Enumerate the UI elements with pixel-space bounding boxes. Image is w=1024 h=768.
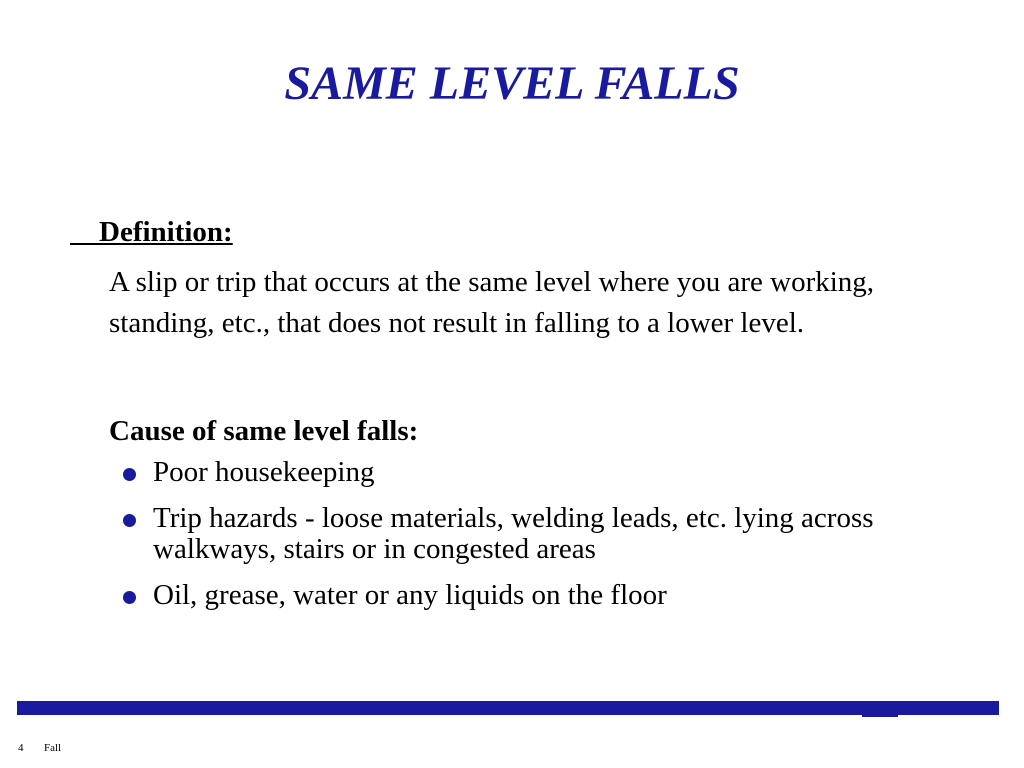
page-number: 4: [18, 742, 24, 754]
cause-list: [109, 457, 929, 626]
cause-heading: Cause of same level falls:: [109, 415, 419, 447]
footer-divider-notch: [862, 714, 898, 717]
list-item: [109, 580, 929, 611]
list-item-text: Trip hazards - loose materials, welding leads, etc. lying across walkways, stairs or in congested areas: [153, 502, 874, 565]
bullet-icon: [123, 468, 136, 481]
list-item: [109, 457, 929, 488]
list-item-text: Poor housekeeping: [153, 456, 375, 488]
bullet-icon: [123, 514, 136, 527]
bullet-icon: [123, 591, 136, 604]
list-item-text: Oil, grease, water or any liquids on the floor: [153, 579, 667, 611]
definition-heading: Definition:: [70, 216, 233, 248]
footer-divider-bar: [17, 701, 999, 715]
definition-text: A slip or trip that occurs at the same level where you are working, standing, etc., that does not result in falling to a lower level.: [109, 266, 875, 339]
list-item: [109, 503, 929, 565]
footer-label: Fall: [44, 742, 62, 754]
slide-title: SAME LEVEL FALLS: [284, 57, 740, 110]
